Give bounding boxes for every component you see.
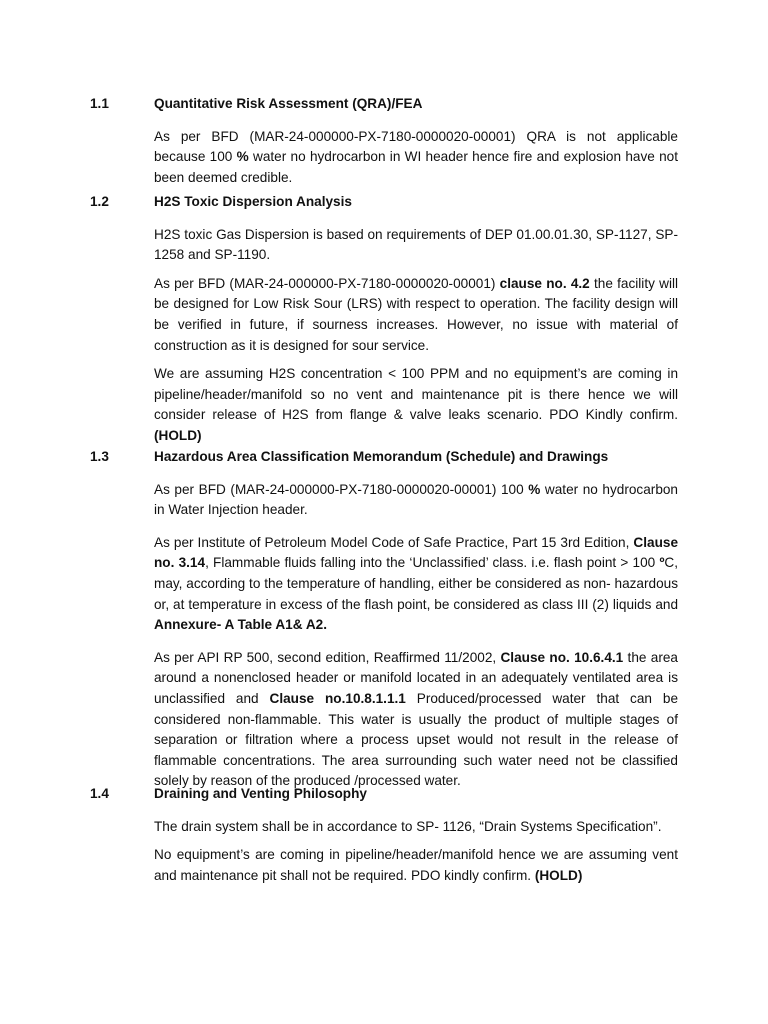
bold-text-run: º [659,555,665,571]
paragraph-text [154,364,678,446]
section-number: 1.4 [90,786,109,801]
bold-text-run: (HOLD) [154,427,202,443]
text-run: No equipment’s are coming in pipeline/header/manifold hence we are assuming vent and maintenance pit shall not be required. PDO kindly confirm. [154,847,678,883]
bold-text-run: (HOLD) [534,867,583,883]
text-run: As per BFD (MAR-24-000000-PX-7180-0000020-00001) QRA is not applicable because 100 [154,128,678,165]
text-run: H2S toxic Gas Dispersion is based on requirements of DEP 01.00.01.30, SP-1127, SP-1258 and SP-1190. [154,226,678,263]
text-run: As per BFD (MAR-24-000000-PX-7180-0000020-00001) 100 [154,481,529,497]
paragraph-text [154,648,678,792]
paragraph [154,845,678,886]
text-run: , Flammable fluids falling into the ‘Unclassified’ class. i.e. flash point > 100 [205,555,660,571]
bold-text-run: Annexure- A Table A1& A2. [154,617,327,633]
bold-text-run: Clause no. 10.6.4.1 [500,649,624,665]
paragraph-text [154,480,678,521]
paragraph-text [154,127,678,189]
section-1-3 [0,447,768,792]
text-run: water no hydrocarbon in WI header hence fire and explosion have not been deemed credible. [154,149,678,185]
paragraph [154,274,678,356]
text-run: As per BFD (MAR-24-000000-PX-7180-0000020-00001) [154,275,500,291]
text-run: the facility will be designed for Low Risk Sour (LRS) with respect to operation. The facility design will be verified in future, if sourness increases. However, no issue with material of construction as it is designed for sour service. [154,275,679,353]
section-1-1 [0,94,768,188]
paragraph-text [154,225,678,266]
section-heading: H2S Toxic Dispersion Analysis [154,194,352,209]
section-heading: Draining and Venting Philosophy [154,786,367,801]
text-run: the area around a nonenclosed header or manifold located in an adequately ventilated area is unclassified and [154,649,678,706]
text-run: water no hydrocarbon in Water Injection header. [154,481,678,518]
paragraph [154,127,678,189]
section-heading: Quantitative Risk Assessment (QRA)/FEA [154,96,423,111]
bold-text-run: % [236,149,249,165]
paragraph [154,364,678,446]
section-heading: Hazardous Area Classification Memorandum (Schedule) and Drawings [154,449,609,464]
paragraph [154,533,678,636]
text-run: As per API RP 500, second edition, Reaffirmed 11/2002, [154,649,501,665]
paragraph [154,225,678,266]
bold-text-run: Clause no. 3.14 [154,534,678,571]
section-1-4 [0,784,768,886]
paragraph-text [154,274,678,356]
section-number: 1.2 [90,194,109,209]
paragraph [154,480,678,521]
paragraph-text [154,817,678,838]
paragraph [154,817,678,838]
paragraph-text [154,845,678,886]
text-run: We are assuming H2S concentration < 100 PPM and no equipment’s are coming in pipeline/header/manifold so no vent and maintenance pit is there hence we will consider release of H2S from flange & valve leaks scenario. PDO Kindly confirm. [154,366,678,423]
bold-text-run: Clause no.10.8.1.1.1 [269,690,406,706]
text-run: The drain system shall be in accordance to SP- 1126, “Drain Systems Specification”. [154,818,662,834]
text-run: C, may, according to the temperature of handling, either be considered as non- hazardous or, at temperature in excess of the flash point, be considered as class III (2) liquids and [154,555,678,612]
section-number: 1.1 [90,96,109,111]
bold-text-run: % [528,481,541,497]
section-number: 1.3 [90,449,109,464]
text-run: Produced/processed water that can be considered non-flammable. This water is usually the product of multiple stages of separation or filtration where a process upset would not result in the release of flammable concentrations. The area surrounding such water need not be classified solely by reason of the produced /processed water. [154,690,678,789]
section-1-2 [0,192,768,447]
paragraph [154,648,678,792]
paragraph-text [154,533,678,636]
text-run: As per Institute of Petroleum Model Code of Safe Practice, Part 15 3rd Edition, [154,534,634,550]
bold-text-run: clause no. 4.2 [499,275,590,291]
